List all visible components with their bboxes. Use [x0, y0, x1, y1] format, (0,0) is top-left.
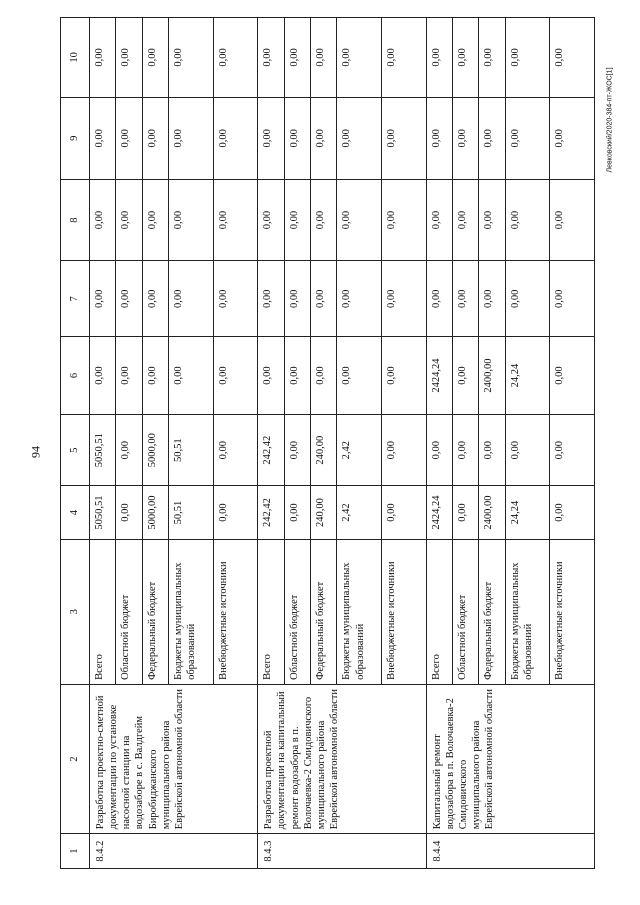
amount-cell-col-9: 0,00	[426, 97, 452, 179]
funding-source: Бюджеты муниципальных образований	[337, 539, 382, 684]
amount-cell-col-6: 0,00	[142, 337, 168, 415]
amount-cell-col-8: 0,00	[116, 179, 142, 261]
amount-cell-col-4: 2424,24	[426, 486, 452, 539]
table-row	[426, 18, 452, 869]
funding-source: Всего	[426, 539, 452, 684]
amount-cell-col-6: 2400,00	[479, 337, 505, 415]
amount-cell-col-10: 0,00	[116, 18, 142, 98]
amount-cell-col-4: 2,42	[337, 486, 382, 539]
amount-cell-col-8: 0,00	[169, 179, 214, 261]
amount-cell-col-8: 0,00	[284, 179, 310, 261]
amount-cell-col-7: 0,00	[169, 261, 214, 337]
amount-cell-col-8: 0,00	[452, 179, 478, 261]
amount-cell-col-8: 0,00	[550, 179, 595, 261]
amount-cell-col-6: 0,00	[311, 337, 337, 415]
amount-cell-col-6: 0,00	[381, 337, 426, 415]
header-col-7: 7	[61, 261, 90, 337]
document-id: Левковский/2020-384-пт-ЖОС[1]	[606, 67, 614, 173]
page-number: 94	[28, 446, 43, 458]
amount-cell-col-7: 0,00	[550, 261, 595, 337]
amount-cell-col-7: 0,00	[258, 261, 284, 337]
amount-cell-col-4: 2400,00	[479, 486, 505, 539]
amount-cell-col-5: 0,00	[452, 414, 478, 486]
amount-cell-col-9: 0,00	[452, 97, 478, 179]
funding-source: Федеральный бюджет	[311, 539, 337, 684]
amount-cell-col-5: 5000,00	[142, 414, 168, 486]
amount-cell-col-7: 0,00	[381, 261, 426, 337]
amount-cell-col-7: 0,00	[479, 261, 505, 337]
amount-cell-col-9: 0,00	[258, 97, 284, 179]
amount-cell-col-9: 0,00	[169, 97, 214, 179]
amount-cell-col-9: 0,00	[381, 97, 426, 179]
amount-cell-col-8: 0,00	[337, 179, 382, 261]
table-body	[90, 18, 595, 869]
amount-cell-col-5: 242,42	[258, 414, 284, 486]
amount-cell-col-9: 0,00	[284, 97, 310, 179]
amount-cell-col-10: 0,00	[213, 18, 258, 98]
funding-source: Бюджеты муниципальных образований	[505, 539, 550, 684]
amount-cell-col-4: 5050,51	[90, 486, 116, 539]
header-row	[61, 18, 90, 869]
header-col-9: 9	[61, 97, 90, 179]
header-col-5: 5	[61, 414, 90, 486]
header-col-8: 8	[61, 179, 90, 261]
amount-cell-col-5: 240,00	[311, 414, 337, 486]
amount-cell-col-8: 0,00	[258, 179, 284, 261]
amount-cell-col-8: 0,00	[381, 179, 426, 261]
item-name: Разработка проектно-сметной документации по установке насосной станции на водозаборе в с. Валдгейм Биробиджанского муниципального района Еврейской автономной области	[90, 684, 258, 833]
header-col-1: 1	[61, 834, 90, 869]
amount-cell-col-9: 0,00	[505, 97, 550, 179]
amount-cell-col-4: 242,42	[258, 486, 284, 539]
funding-source: Областной бюджет	[116, 539, 142, 684]
amount-cell-col-6: 0,00	[90, 337, 116, 415]
amount-cell-col-10: 0,00	[284, 18, 310, 98]
amount-cell-col-10: 0,00	[479, 18, 505, 98]
item-code: 8.4.3	[258, 834, 426, 869]
header-col-4: 4	[61, 486, 90, 539]
amount-cell-col-10: 0,00	[426, 18, 452, 98]
item-name: Разработка проектной документации на капитальный ремонт водозабора в п. Волочаевка-2 Смидовичского муниципального района Еврейской автономной области	[258, 684, 426, 833]
amount-cell-col-10: 0,00	[337, 18, 382, 98]
amount-cell-col-4: 5000,00	[142, 486, 168, 539]
amount-cell-col-6: 0,00	[550, 337, 595, 415]
amount-cell-col-10: 0,00	[505, 18, 550, 98]
amount-cell-col-6: 0,00	[116, 337, 142, 415]
funding-source: Областной бюджет	[452, 539, 478, 684]
amount-cell-col-7: 0,00	[116, 261, 142, 337]
amount-cell-col-8: 0,00	[311, 179, 337, 261]
amount-cell-col-10: 0,00	[381, 18, 426, 98]
item-name: Капитальный ремонт водозабора в п. Волочаевка-2 Смидовичского муниципального района Еврейской автономной области	[426, 684, 594, 833]
amount-cell-col-10: 0,00	[452, 18, 478, 98]
amount-cell-col-9: 0,00	[337, 97, 382, 179]
amount-cell-col-4: 0,00	[116, 486, 142, 539]
amount-cell-col-5: 0,00	[479, 414, 505, 486]
amount-cell-col-4: 0,00	[284, 486, 310, 539]
amount-cell-col-7: 0,00	[337, 261, 382, 337]
header-col-3: 3	[61, 539, 90, 684]
funding-source: Всего	[90, 539, 116, 684]
amount-cell-col-9: 0,00	[142, 97, 168, 179]
funding-source: Федеральный бюджет	[142, 539, 168, 684]
amount-cell-col-7: 0,00	[505, 261, 550, 337]
amount-cell-col-4: 0,00	[213, 486, 258, 539]
amount-cell-col-4: 240,00	[311, 486, 337, 539]
amount-cell-col-5: 50,51	[169, 414, 214, 486]
amount-cell-col-4: 50,51	[169, 486, 214, 539]
amount-cell-col-9: 0,00	[311, 97, 337, 179]
funding-source: Внебюджетные источники	[550, 539, 595, 684]
table-row	[258, 18, 284, 869]
amount-cell-col-4: 24,24	[505, 486, 550, 539]
amount-cell-col-5: 0,00	[213, 414, 258, 486]
amount-cell-col-10: 0,00	[142, 18, 168, 98]
amount-cell-col-4: 0,00	[452, 486, 478, 539]
item-code: 8.4.4	[426, 834, 594, 869]
amount-cell-col-7: 0,00	[284, 261, 310, 337]
amount-cell-col-7: 0,00	[311, 261, 337, 337]
funding-source: Всего	[258, 539, 284, 684]
amount-cell-col-6: 0,00	[284, 337, 310, 415]
amount-cell-col-5: 0,00	[505, 414, 550, 486]
amount-cell-col-8: 0,00	[90, 179, 116, 261]
funding-source: Бюджеты муниципальных образований	[169, 539, 214, 684]
amount-cell-col-6: 0,00	[213, 337, 258, 415]
amount-cell-col-6: 0,00	[169, 337, 214, 415]
amount-cell-col-7: 0,00	[90, 261, 116, 337]
amount-cell-col-7: 0,00	[213, 261, 258, 337]
amount-cell-col-5: 0,00	[116, 414, 142, 486]
amount-cell-col-9: 0,00	[550, 97, 595, 179]
amount-cell-col-10: 0,00	[258, 18, 284, 98]
amount-cell-col-4: 0,00	[550, 486, 595, 539]
amount-cell-col-10: 0,00	[90, 18, 116, 98]
amount-cell-col-7: 0,00	[452, 261, 478, 337]
amount-cell-col-6: 24,24	[505, 337, 550, 415]
rotated-table-frame	[60, 17, 595, 869]
amount-cell-col-5: 0,00	[550, 414, 595, 486]
funding-table	[60, 17, 595, 869]
header-col-2: 2	[61, 684, 90, 833]
amount-cell-col-5: 0,00	[284, 414, 310, 486]
amount-cell-col-10: 0,00	[169, 18, 214, 98]
amount-cell-col-6: 0,00	[337, 337, 382, 415]
amount-cell-col-8: 0,00	[479, 179, 505, 261]
amount-cell-col-6: 0,00	[452, 337, 478, 415]
amount-cell-col-7: 0,00	[426, 261, 452, 337]
amount-cell-col-5: 0,00	[426, 414, 452, 486]
amount-cell-col-10: 0,00	[311, 18, 337, 98]
amount-cell-col-9: 0,00	[479, 97, 505, 179]
amount-cell-col-8: 0,00	[505, 179, 550, 261]
amount-cell-col-8: 0,00	[213, 179, 258, 261]
amount-cell-col-5: 2,42	[337, 414, 382, 486]
amount-cell-col-6: 2424,24	[426, 337, 452, 415]
amount-cell-col-9: 0,00	[116, 97, 142, 179]
amount-cell-col-8: 0,00	[426, 179, 452, 261]
table-row	[90, 18, 116, 869]
funding-source: Внебюджетные источники	[381, 539, 426, 684]
item-code: 8.4.2	[90, 834, 258, 869]
funding-source: Внебюджетные источники	[213, 539, 258, 684]
amount-cell-col-4: 0,00	[381, 486, 426, 539]
table-container	[60, 17, 595, 869]
amount-cell-col-6: 0,00	[258, 337, 284, 415]
amount-cell-col-9: 0,00	[90, 97, 116, 179]
amount-cell-col-7: 0,00	[142, 261, 168, 337]
header-col-6: 6	[61, 337, 90, 415]
funding-source: Областной бюджет	[284, 539, 310, 684]
funding-source: Федеральный бюджет	[479, 539, 505, 684]
amount-cell-col-9: 0,00	[213, 97, 258, 179]
amount-cell-col-10: 0,00	[550, 18, 595, 98]
amount-cell-col-5: 5050,51	[90, 414, 116, 486]
amount-cell-col-5: 0,00	[381, 414, 426, 486]
amount-cell-col-8: 0,00	[142, 179, 168, 261]
header-col-10: 10	[61, 18, 90, 98]
